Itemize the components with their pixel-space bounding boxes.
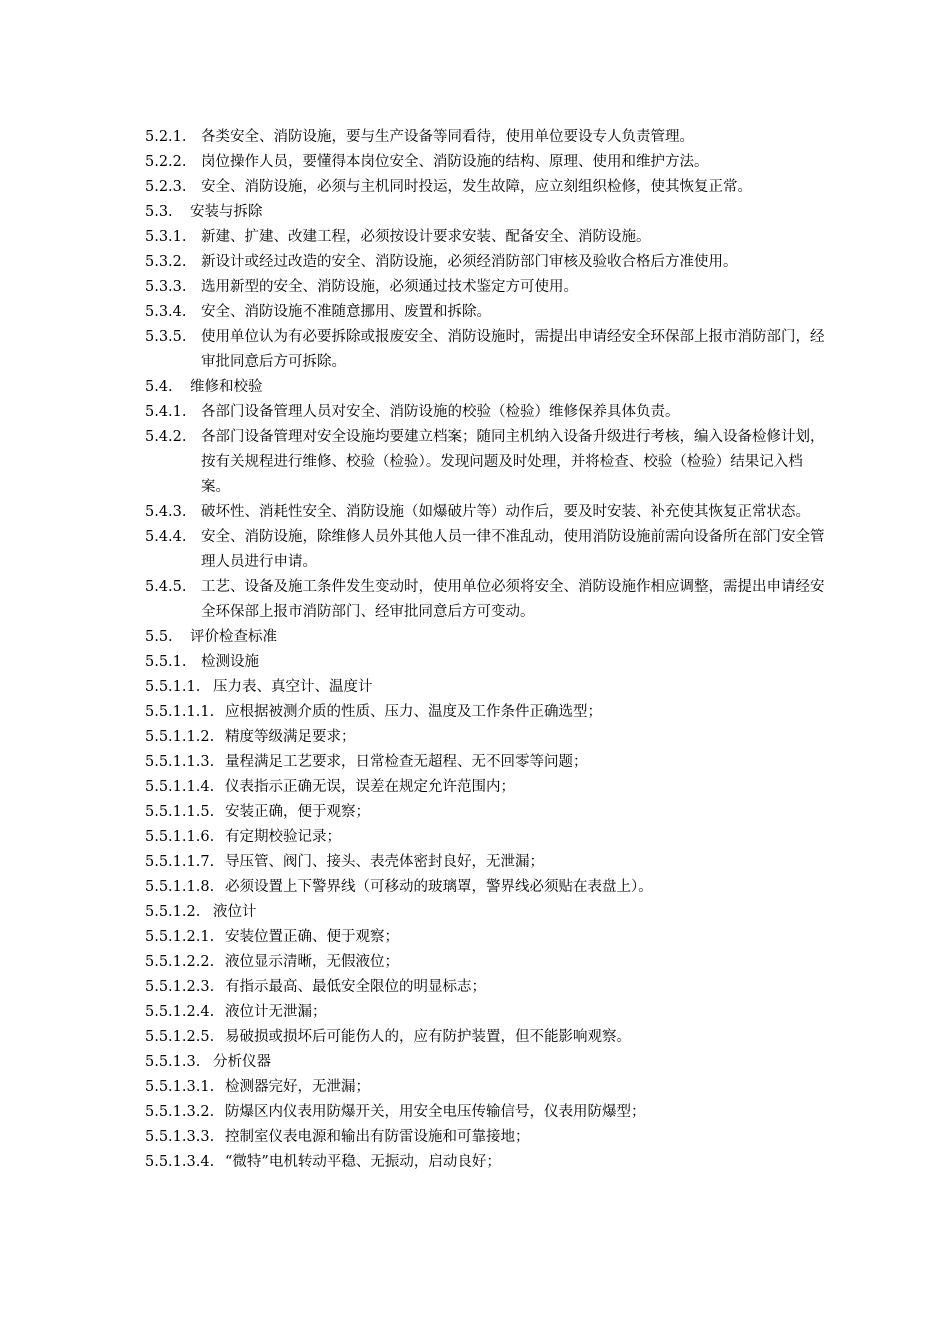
clause-text: 评价检查标准 (190, 629, 277, 645)
clause-number: 5.5.1.3.2. (145, 1104, 215, 1120)
clause-text: 工艺、设备及施工条件发生变动时，使用单位必须将安全、消防设施作相应调整，需提出申请经安全环保部上报市消防部门、经审批同意后方可变动。 (201, 579, 825, 620)
clause-item (145, 175, 825, 200)
clause-text: 安装正确，便于观察； (225, 804, 370, 820)
clause-item (145, 575, 825, 625)
clause-text: 新设计或经过改造的安全、消防设施，必须经消防部门审核及验收合格后方准使用。 (201, 254, 738, 270)
document-body (145, 125, 825, 1175)
clause-text: 检测器完好，无泄漏； (225, 1079, 370, 1095)
clause-item (145, 525, 825, 575)
clause-item (145, 300, 825, 325)
clause-item (145, 375, 825, 400)
clause-item (145, 675, 825, 700)
clause-text: 液位计无泄漏； (225, 1004, 327, 1020)
clause-item (145, 400, 825, 425)
clause-number: 5.4. (145, 379, 173, 395)
clause-text: 新建、扩建、改建工程，必须按设计要求安装、配备安全、消防设施。 (201, 229, 651, 245)
clause-number: 5.5.1.2.4. (145, 1004, 215, 1020)
clause-item (145, 975, 825, 1000)
clause-text: 必须设置上下警界线（可移动的玻璃罩，警界线必须贴在表盘上）。 (225, 879, 653, 895)
clause-item (145, 725, 825, 750)
clause-text: 各部门设备管理对安全设施均要建立档案；随同主机纳入设备升级进行考核，编入设备检修计划，按有关规程进行维修、校验（检验）。发现问题及时处理，并将检查、校验（检验）结果记入档案。 (201, 429, 825, 495)
clause-item (145, 150, 825, 175)
clause-number: 5.5.1.2.2. (145, 954, 215, 970)
clause-item (145, 1100, 825, 1125)
clause-text: 压力表、真空计、温度计 (213, 679, 373, 695)
clause-number: 5.3.4. (145, 304, 187, 320)
clause-text: 控制室仪表电源和输出有防雷设施和可靠接地； (225, 1129, 530, 1145)
clause-text: 仪表指示正确无误，误差在规定允许范围内； (225, 779, 515, 795)
clause-item (145, 225, 825, 250)
clause-text: 液位计 (213, 904, 257, 920)
clause-number: 5.3.3. (145, 279, 187, 295)
clause-item (145, 625, 825, 650)
clause-text: 精度等级满足要求； (225, 729, 356, 745)
clause-text: 岗位操作人员，要懂得本岗位安全、消防设施的结构、原理、使用和维护方法。 (201, 154, 709, 170)
clause-number: 5.5.1.1.4. (145, 779, 215, 795)
clause-text: 有定期校验记录； (225, 829, 341, 845)
clause-number: 5.5.1.1.1. (145, 704, 215, 720)
clause-item (145, 825, 825, 850)
clause-item (145, 500, 825, 525)
clause-item (145, 800, 825, 825)
clause-number: 5.5.1.2.3. (145, 979, 215, 995)
clause-number: 5.4.2. (145, 429, 187, 445)
clause-text: 液位显示清晰，无假液位； (225, 954, 399, 970)
clause-number: 5.5.1.1. (145, 679, 201, 695)
clause-item (145, 650, 825, 675)
clause-text: 安全、消防设施不准随意挪用、废置和拆除。 (201, 304, 491, 320)
clause-number: 5.5.1.3.4. (145, 1154, 215, 1170)
clause-text: 维修和校验 (190, 379, 263, 395)
clause-number: 5.2.3. (145, 179, 187, 195)
clause-text: 安全、消防设施，除维修人员外其他人员一律不准乱动，使用消防设施前需向设备所在部门安全管理人员进行申请。 (201, 529, 825, 570)
clause-number: 5.5.1.2. (145, 904, 201, 920)
clause-number: 5.4.3. (145, 504, 187, 520)
clause-text: 导压管、阀门、接头、表壳体密封良好，无泄漏； (225, 854, 544, 870)
clause-number: 5.5.1.2.5. (145, 1029, 215, 1045)
clause-text: 易破损或损坏后可能伤人的，应有防护装置，但不能影响观察。 (225, 1029, 631, 1045)
clause-item (145, 1150, 825, 1175)
clause-text: 破坏性、消耗性安全、消防设施（如爆破片等）动作后，要及时安装、补充使其恢复正常状态。 (201, 504, 810, 520)
clause-number: 5.5. (145, 629, 173, 645)
clause-item (145, 900, 825, 925)
clause-number: 5.3.1. (145, 229, 187, 245)
clause-item (145, 1000, 825, 1025)
clause-text: 量程满足工艺要求，日常检查无超程、无不回零等问题； (225, 754, 588, 770)
clause-text: 检测设施 (201, 654, 259, 670)
clause-number: 5.5.1.3. (145, 1054, 201, 1070)
clause-item (145, 275, 825, 300)
clause-number: 5.2.1. (145, 129, 187, 145)
clause-number: 5.5.1. (145, 654, 187, 670)
clause-item (145, 925, 825, 950)
clause-number: 5.5.1.1.8. (145, 879, 215, 895)
clause-item (145, 700, 825, 725)
clause-number: 5.5.1.1.5. (145, 804, 215, 820)
clause-item (145, 425, 825, 500)
clause-number: 5.5.1.3.1. (145, 1079, 215, 1095)
clause-number: 5.5.1.1.7. (145, 854, 215, 870)
clause-number: 5.3.2. (145, 254, 187, 270)
clause-number: 5.4.1. (145, 404, 187, 420)
clause-item (145, 950, 825, 975)
clause-number: 5.3. (145, 204, 173, 220)
clause-item (145, 875, 825, 900)
clause-text: 选用新型的安全、消防设施，必须通过技术鉴定方可使用。 (201, 279, 578, 295)
clause-text: 各类安全、消防设施，要与生产设备等同看待，使用单位要设专人负责管理。 (201, 129, 694, 145)
clause-number: 5.5.1.1.6. (145, 829, 215, 845)
clause-text: 安全、消防设施，必须与主机同时投运，发生故障，应立刻组织检修，使其恢复正常。 (201, 179, 752, 195)
clause-number: 5.5.1.2.1. (145, 929, 215, 945)
clause-number: 5.4.4. (145, 529, 187, 545)
clause-item (145, 1075, 825, 1100)
clause-item (145, 850, 825, 875)
clause-text: 应根据被测介质的性质、压力、温度及工作条件正确选型； (225, 704, 602, 720)
clause-number: 5.5.1.1.2. (145, 729, 215, 745)
clause-number: 5.4.5. (145, 579, 187, 595)
clause-number: 5.3.5. (145, 329, 187, 345)
clause-item (145, 250, 825, 275)
clause-text: 安装位置正确、便于观察； (225, 929, 399, 945)
clause-item (145, 775, 825, 800)
clause-text: “微特”电机转动平稳、无振动，启动良好； (225, 1154, 501, 1170)
clause-item (145, 325, 825, 375)
clause-item (145, 1125, 825, 1150)
clause-item (145, 1025, 825, 1050)
clause-text: 防爆区内仪表用防爆开关，用安全电压传输信号，仪表用防爆型； (225, 1104, 646, 1120)
clause-text: 分析仪器 (213, 1054, 271, 1070)
clause-text: 各部门设备管理人员对安全、消防设施的校验（检验）维修保养具体负责。 (201, 404, 680, 420)
clause-number: 5.5.1.3.3. (145, 1129, 215, 1145)
clause-item (145, 200, 825, 225)
clause-item (145, 125, 825, 150)
clause-number: 5.2.2. (145, 154, 187, 170)
clause-item (145, 1050, 825, 1075)
clause-number: 5.5.1.1.3. (145, 754, 215, 770)
clause-item (145, 750, 825, 775)
clause-text: 有指示最高、最低安全限位的明显标志； (225, 979, 486, 995)
clause-text: 安装与拆除 (190, 204, 263, 220)
clause-text: 使用单位认为有必要拆除或报废安全、消防设施时，需提出申请经安全环保部上报市消防部门，经审批同意后方可拆除。 (201, 329, 825, 370)
